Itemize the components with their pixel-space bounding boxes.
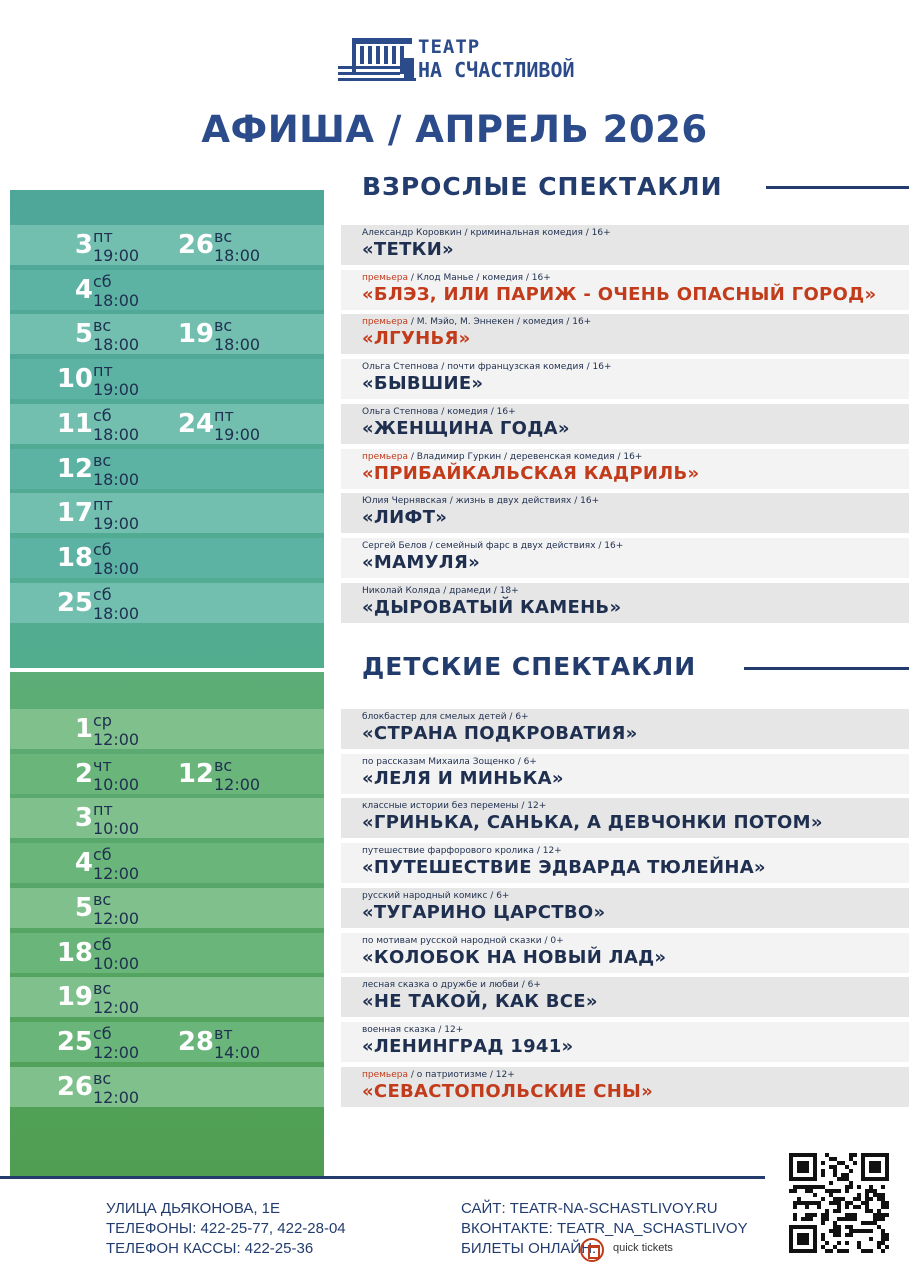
box-office-phone: ТЕЛЕФОН КАССЫ: 422-25-36 — [106, 1240, 314, 1257]
show-meta — [362, 712, 529, 722]
performance-date — [154, 316, 214, 352]
kids-section-rule — [744, 667, 909, 670]
show-meta — [362, 407, 516, 417]
show-details: по рассказам Михаила Зощенко / 6+ — [362, 756, 537, 767]
show-title[interactable]: «ТУГАРИНО ЦАРСТВО» — [362, 901, 606, 923]
show-title[interactable]: «ЖЕНЩИНА ГОДА» — [362, 417, 570, 439]
show-title[interactable]: «ПРИБАЙКАЛЬСКАЯ КАДРИЛЬ» — [362, 462, 700, 484]
show-meta — [362, 980, 541, 990]
day-number: 5 — [74, 892, 93, 923]
weekday: ср — [93, 711, 112, 730]
show-time: 10:00 — [93, 774, 140, 794]
weekday: вс — [93, 450, 112, 470]
weekday-time — [93, 361, 143, 400]
show-details: русский народный комикс / 6+ — [362, 890, 510, 901]
show-time: 19:00 — [93, 246, 140, 265]
show-details: Ольга Степнова / комедия / 16+ — [362, 406, 516, 417]
day-number: 28 — [177, 1026, 214, 1057]
show-meta — [362, 228, 611, 238]
performance-date — [154, 227, 214, 263]
performance-date — [33, 495, 93, 531]
show-meta — [362, 936, 564, 946]
day-number: 3 — [74, 803, 93, 834]
performance-date — [33, 406, 93, 442]
day-number: 4 — [74, 274, 93, 305]
website-link[interactable]: САЙТ: TEATR-NA-SCHASTLIVOY.RU — [461, 1200, 718, 1217]
day-number: 10 — [56, 364, 93, 395]
show-time: 12:00 — [93, 1087, 140, 1107]
show-title[interactable]: «КОЛОБОК НА НОВЫЙ ЛАД» — [362, 946, 667, 968]
show-time: 12:00 — [93, 998, 140, 1018]
day-number: 5 — [74, 319, 93, 350]
performance-date — [33, 800, 93, 836]
performance-date — [33, 540, 93, 576]
premiere-label: премьера — [362, 272, 408, 283]
performance-date — [33, 451, 93, 487]
weekday-time — [93, 451, 143, 487]
weekday-time — [93, 495, 143, 534]
show-meta — [362, 1025, 463, 1035]
logo-line-2: НА СЧАСТЛИВОЙ — [418, 58, 575, 82]
day-number: 26 — [177, 230, 214, 260]
adult-section-title: ВЗРОСЛЫЕ СПЕКТАКЛИ — [362, 172, 723, 201]
show-title[interactable]: «ГРИНЬКА, САНЬКА, А ДЕВЧОНКИ ПОТОМ» — [362, 812, 823, 834]
weekday-time — [93, 800, 143, 839]
show-title[interactable]: «СТРАНА ПОДКРОВАТИЯ» — [362, 723, 638, 744]
show-time: 18:00 — [214, 246, 261, 265]
weekday: вт — [214, 1023, 233, 1043]
day-number: 4 — [74, 848, 93, 879]
weekday: вс — [93, 979, 112, 999]
show-time: 19:00 — [93, 514, 140, 534]
weekday: вс — [214, 316, 233, 336]
show-title[interactable]: «ТЕТКИ» — [362, 239, 454, 260]
show-details: Александр Коровкин / криминальная комедия / 16+ — [362, 228, 611, 238]
weekday: вс — [93, 1068, 112, 1088]
show-meta — [362, 452, 642, 462]
theatre-logo — [338, 36, 575, 86]
day-number: 11 — [56, 408, 93, 439]
performance-date — [33, 845, 93, 881]
day-number: 26 — [56, 1071, 93, 1102]
weekday: сб — [93, 845, 112, 865]
weekday: вс — [214, 755, 233, 775]
address: УЛИЦА ДЬЯКОНОВА, 1Е — [106, 1200, 281, 1217]
show-title[interactable]: «БЫВШИЕ» — [362, 373, 484, 395]
weekday-time — [214, 756, 264, 792]
show-title[interactable]: «БЛЭЗ, ИЛИ ПАРИЖ - ОЧЕНЬ ОПАСНЫЙ ГОРОД» — [362, 283, 877, 305]
performance-date — [33, 890, 93, 926]
show-title[interactable]: «СЕВАСТОПОЛЬСКИЕ СНЫ» — [362, 1080, 654, 1102]
day-number: 24 — [177, 408, 214, 439]
weekday-time — [93, 756, 143, 792]
show-time: 18:00 — [93, 335, 140, 355]
weekday: вс — [93, 316, 112, 336]
weekday: сб — [93, 584, 112, 604]
premiere-label: премьера — [362, 317, 408, 328]
weekday: пт — [93, 800, 113, 820]
theatre-building-icon — [338, 36, 416, 82]
performance-date — [33, 935, 93, 971]
day-number: 2 — [74, 758, 93, 789]
weekday-time — [93, 272, 143, 308]
day-number: 25 — [56, 587, 93, 618]
adult-section-rule — [766, 186, 909, 189]
weekday: вс — [93, 889, 112, 909]
weekday-time — [214, 406, 264, 442]
day-number: 1 — [74, 714, 93, 744]
show-details: блокбастер для смелых детей / 6+ — [362, 712, 529, 722]
performance-date — [33, 1069, 93, 1105]
show-meta — [362, 757, 537, 767]
weekday-time — [214, 227, 264, 263]
performance-date — [33, 316, 93, 352]
day-number: 18 — [56, 542, 93, 573]
show-meta — [362, 586, 519, 596]
performance-date — [33, 361, 93, 397]
performance-date — [33, 1024, 93, 1060]
show-details: Юлия Чернявская / жизнь в двух действиях / 16+ — [362, 496, 600, 507]
show-details: Сергей Белов / семейный фарс в двух действиях / 16+ — [362, 540, 624, 551]
weekday-time — [93, 935, 143, 971]
show-title[interactable]: «ЛГУНЬЯ» — [362, 328, 471, 350]
day-number: 3 — [74, 230, 93, 260]
weekday-time — [214, 1024, 264, 1060]
footer-contacts — [106, 1199, 346, 1259]
show-time: 18:00 — [93, 558, 140, 578]
performance-date — [154, 406, 214, 442]
weekday: пт — [93, 227, 113, 246]
show-details: Ольга Степнова / почти французская комедия / 16+ — [362, 362, 612, 373]
show-time: 19:00 — [214, 424, 261, 444]
weekday: сб — [93, 1023, 112, 1043]
show-time: 14:00 — [214, 1042, 261, 1062]
day-number: 19 — [177, 319, 214, 350]
show-meta — [362, 891, 509, 901]
vk-link[interactable]: ВКОНТАКТЕ: TEATR_NA_SCHASTLIVOY — [461, 1220, 748, 1237]
show-time: 12:00 — [93, 864, 140, 884]
show-meta — [362, 362, 612, 372]
show-title[interactable]: «ЛИФТ» — [362, 507, 448, 529]
qr-code-icon[interactable] — [789, 1153, 889, 1253]
quick-tickets-link[interactable] — [580, 1238, 700, 1262]
weekday: вс — [214, 227, 233, 246]
weekday-time — [93, 1069, 143, 1105]
show-title[interactable]: «ПУТЕШЕСТВИЕ ЭДВАРДА ТЮЛЕЙНА» — [362, 857, 766, 879]
day-number: 12 — [56, 453, 93, 484]
show-details: / Клод Манье / комедия / 16+ — [408, 272, 551, 283]
show-time: 10:00 — [93, 953, 140, 973]
show-title[interactable]: «НЕ ТАКОЙ, КАК ВСЕ» — [362, 991, 598, 1013]
weekday-time — [93, 845, 143, 884]
performance-date — [33, 979, 93, 1015]
show-time: 10:00 — [93, 819, 140, 839]
weekday: сб — [93, 539, 112, 559]
day-number: 12 — [177, 758, 214, 789]
show-details: путешествие фарфорового кролика / 12+ — [362, 846, 562, 857]
show-time: 18:00 — [214, 335, 261, 355]
show-details: Николай Коляда / драмеди / 18+ — [362, 585, 519, 596]
show-time: 18:00 — [93, 603, 140, 623]
logo-line-1: ТЕАТР — [418, 36, 481, 58]
day-number: 17 — [56, 498, 93, 529]
premiere-label: премьера — [362, 451, 408, 462]
quick-tickets-label: quick tickets — [613, 1242, 673, 1254]
weekday: сб — [93, 405, 112, 425]
tickets-label: БИЛЕТЫ ОНЛАЙН: — [461, 1240, 597, 1257]
show-time: 12:00 — [93, 908, 140, 928]
kids-section-title: ДЕТСКИЕ СПЕКТАКЛИ — [362, 652, 697, 681]
page-title: АФИША / АПРЕЛЬ 2026 — [201, 108, 708, 151]
performance-date — [33, 227, 93, 263]
premiere-label: премьера — [362, 1069, 408, 1080]
show-meta — [362, 496, 599, 506]
show-meta — [362, 273, 551, 283]
phones: ТЕЛЕФОНЫ: 422-25-77, 422-28-04 — [106, 1220, 346, 1237]
day-number: 25 — [56, 1026, 93, 1057]
show-details: / М. Мэйо, М. Эннекен / комедия / 16+ — [408, 317, 592, 328]
performance-date — [33, 756, 93, 792]
weekday-time — [93, 316, 143, 355]
show-details: военная сказка / 12+ — [362, 1024, 464, 1035]
show-time: 12:00 — [214, 774, 261, 794]
performance-date — [33, 585, 93, 621]
weekday: чт — [93, 755, 112, 775]
show-time: 12:00 — [93, 1042, 140, 1062]
weekday: пт — [93, 361, 113, 381]
performance-date — [33, 272, 93, 308]
weekday-time — [214, 316, 264, 355]
show-details: лесная сказка о дружбе и любви / 6+ — [362, 980, 541, 991]
weekday-time — [93, 406, 143, 442]
performance-date — [154, 756, 214, 792]
show-time: 18:00 — [93, 424, 140, 444]
show-title[interactable]: «ДЫРОВАТЫЙ КАМЕНЬ» — [362, 596, 622, 618]
show-time: 18:00 — [93, 469, 140, 489]
ticket-icon — [580, 1238, 604, 1262]
show-details: классные истории без перемены / 12+ — [362, 801, 547, 812]
show-title[interactable]: «ЛЕЛЯ И МИНЬКА» — [362, 767, 564, 789]
show-title[interactable]: «ЛЕНИНГРАД 1941» — [362, 1035, 574, 1057]
footer-rule — [0, 1176, 765, 1179]
weekday-time — [93, 711, 143, 747]
show-meta — [362, 801, 546, 811]
show-meta — [362, 317, 591, 327]
weekday-time — [93, 979, 143, 1018]
show-details: по мотивам русской народной сказки / 0+ — [362, 935, 564, 946]
performance-date — [154, 1024, 214, 1060]
weekday-time — [93, 585, 143, 621]
show-time: 19:00 — [93, 380, 140, 400]
weekday: пт — [214, 405, 234, 425]
weekday: сб — [93, 271, 112, 291]
show-meta — [362, 541, 623, 551]
weekday: пт — [93, 495, 113, 515]
weekday-time — [93, 227, 143, 263]
weekday: сб — [93, 934, 112, 954]
show-meta — [362, 846, 562, 856]
show-meta — [362, 1070, 515, 1080]
performance-date — [33, 711, 93, 747]
weekday-time — [93, 890, 143, 926]
show-details: / Владимир Гуркин / деревенская комедия / 16+ — [408, 451, 643, 462]
weekday-time — [93, 1024, 143, 1060]
show-time: 12:00 — [93, 730, 140, 749]
show-title[interactable]: «МАМУЛЯ» — [362, 551, 481, 573]
day-number: 18 — [56, 937, 93, 968]
day-number: 19 — [56, 982, 93, 1013]
show-time: 18:00 — [93, 290, 140, 310]
show-details: / о патриотизме / 12+ — [408, 1069, 515, 1080]
weekday-time — [93, 540, 143, 576]
